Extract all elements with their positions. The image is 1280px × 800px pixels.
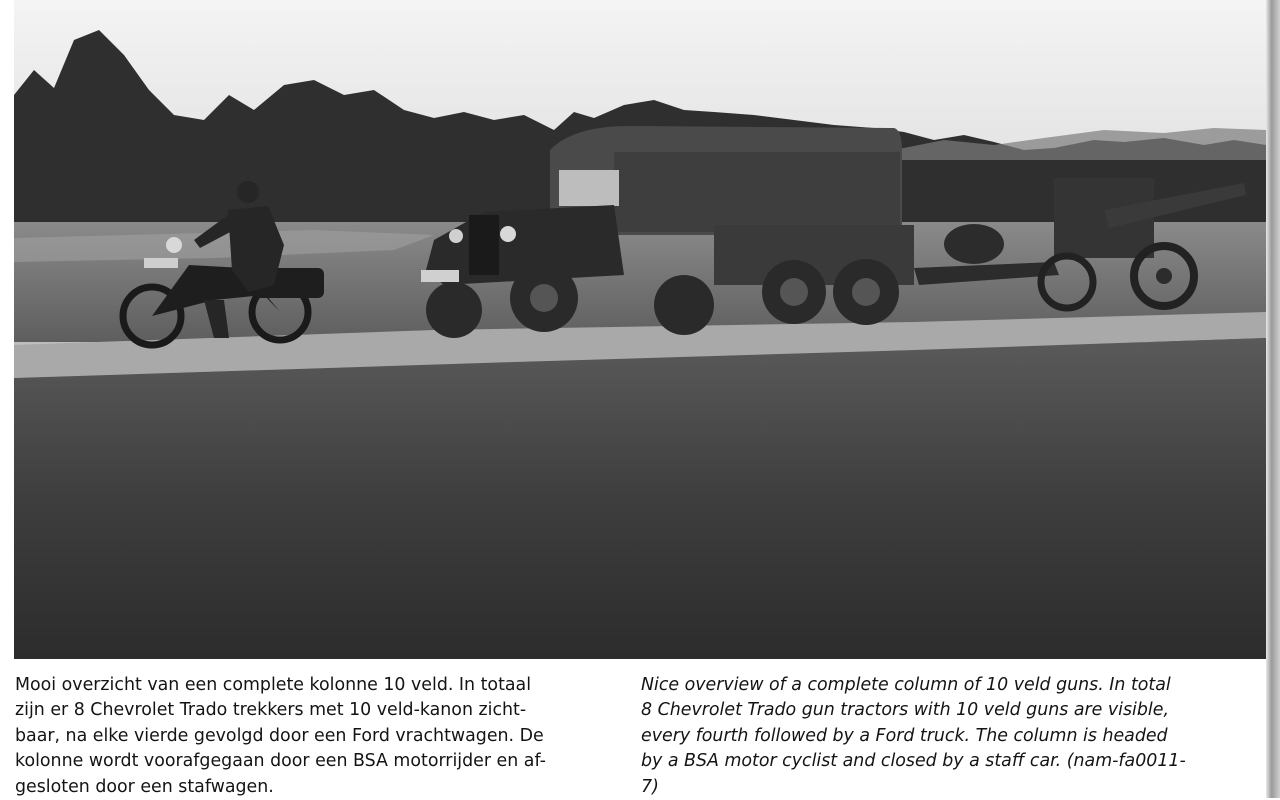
caption-english <box>641 673 1253 800</box>
caption-dutch-line: zijn er 8 Chevrolet Trado trekkers met 10 veld-kanon zicht- <box>15 700 527 721</box>
caption-english-line: 8 Chevrolet Trado gun tractors with 10 veld guns are visible, <box>641 700 1169 721</box>
caption-dutch <box>15 673 615 800</box>
caption-dutch-line: kolonne wordt voorafgegaan door een BSA motorrijder en af- <box>15 751 546 772</box>
caption-english-line: every fourth followed by a Ford truck. The column is headed <box>641 725 1168 746</box>
caption-dutch-line: baar, na elke vierde gevolgd door een Ford vrachtwagen. De <box>15 725 544 746</box>
caption-english-line: Nice overview of a complete column of 10 veld guns. In total <box>641 675 1171 695</box>
historical-photograph <box>14 0 1266 659</box>
caption-dutch-line: Mooi overzicht van een complete kolonne 10 veld. In totaal <box>15 675 532 695</box>
foreground-grass <box>14 338 1266 659</box>
caption-english-line: by a BSA motor cyclist and closed by a staff car. (nam-fa0011- <box>641 751 1186 772</box>
caption-dutch-line: gesloten door een stafwagen. <box>15 776 274 797</box>
caption-english-line: 7) <box>641 776 659 797</box>
page-edge <box>1266 0 1280 798</box>
